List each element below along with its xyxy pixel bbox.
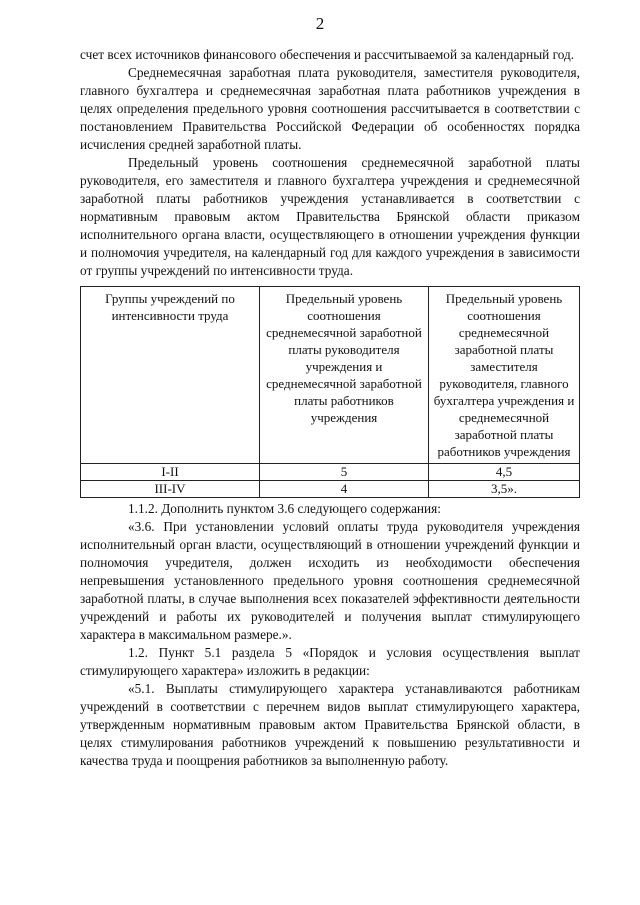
paragraph: «5.1. Выплаты стимулирующего характера устанавливаются работникам учреждений в соответствии с перечнем видов выплат стимулирующего характера, утвержденным нормативным правовым актом Правительства Брянской области, в целях стимулирования работников учреждений к повышению результативности и качества труда и поощрения работников за выполненную работу.	[80, 681, 580, 768]
paragraph: 1.1.2. Дополнить пунктом 3.6 следующего содержания:	[128, 501, 441, 516]
table-row	[81, 481, 580, 498]
table-cell: 4	[260, 481, 429, 498]
ratio-table	[80, 286, 580, 498]
paragraph: Предельный уровень соотношения среднемесячной заработной платы руководителя, его заместителя и главного бухгалтера учреждения и среднемесячной заработной платы работников учреждения устанавливается в соответствии с нормативным правовым актом Правительства Брянской области приказом исполнительного органа власти, осуществляющего в отношении учреждения функции и полномочия учредителя, на календарный год для каждого учреждения в зависимости от группы учреждений по интенсивности труда.	[80, 155, 580, 278]
table-cell: 5	[260, 464, 429, 481]
table-header-cell: Предельный уровень соотношения среднемесячной заработной платы заместителя руководителя, главного бухгалтера учреждения и среднемесячной заработной платы работников учреждения	[429, 287, 580, 464]
table-cell: III-IV	[81, 481, 260, 498]
table-header-cell: Предельный уровень соотношения среднемесячной заработной платы руководителя учреждения и среднемесячной заработной платы работников учреждения	[260, 287, 429, 464]
table-header-row	[81, 287, 580, 464]
document-body	[80, 46, 580, 770]
table-cell: I-II	[81, 464, 260, 481]
table-cell: 3,5».	[429, 481, 580, 498]
paragraph: 1.2. Пункт 5.1 раздела 5 «Порядок и условия осуществления выплат стимулирующего характера» изложить в редакции:	[80, 645, 580, 678]
table-cell: 4,5	[429, 464, 580, 481]
paragraph: счет всех источников финансового обеспечения и рассчитываемой за календарный год.	[80, 47, 575, 62]
paragraph: Среднемесячная заработная плата руководителя, заместителя руководителя, главного бухгалтера и среднемесячная заработная плата работников учреждения в целях определения предельного уровня соотношения рассчитывается в соответствии с постановлением Правительства Российской Федерации об особенностях порядка исчисления средней заработной платы.	[80, 65, 580, 152]
table-row	[81, 464, 580, 481]
page-number: 2	[315, 14, 325, 33]
paragraph: «3.6. При установлении условий оплаты труда руководителя учреждения исполнительный орган власти, осуществляющий в отношении учреждений функции и полномочия учредителя, должен исходить из необходимости обеспечения непревышения установленного предельного уровня соотношения среднемесячной заработной платы, в случае выполнения всех показателей эффективности деятельности учреждений и работы их руководителей и получения выплат стимулирующего характера в максимальном размере.».	[80, 519, 580, 642]
table-header-cell: Группы учреждений по интенсивности труда	[81, 287, 260, 464]
